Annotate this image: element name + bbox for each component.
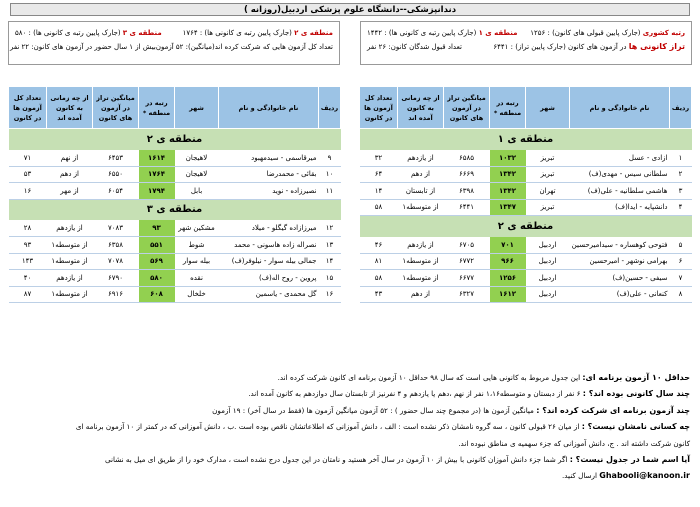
col-name-header: نام خانوادگی و نام [570,87,670,129]
cell-city: تبریز [526,166,570,183]
cell-name: گل محمدی - یاسمین [219,286,319,303]
note-not-listed: آیا اسم شما در جدول نیست؟ : اگر شما جزء دانش آموزان کانونی با بیش از ۱۰ آزمون در سال آخر هستید و نامتان در این جدول درج نشده است ، مدارک خود را از طریق ای میل به نشانی [105,455,690,465]
cell-since: از یازدهم [398,237,444,254]
cell-id: ۴ [670,199,692,216]
cell-rank: ۹۳ [139,220,175,237]
cell-avg: ۶۳۵۸ [93,237,139,254]
table-row [360,253,692,270]
cell-since: از دهم [398,286,444,303]
cell-id: ۱۰ [319,166,341,183]
table-row [360,237,692,254]
cell-name: ازادی - عسل [570,150,670,167]
cell-rank: ۶۰۸ [139,286,175,303]
cell-avg: ۶۷۷۲ [444,253,490,270]
cell-avg: ۷۰۷۸ [93,253,139,270]
table-row [9,166,341,183]
cell-count: ۸۱ [360,253,398,270]
cell-id: ۵ [670,237,692,254]
info-left-line2 [9,40,333,54]
note-min-exams: حداقل ۱۰ آزمون برنامه ای: این جدول مربوط به کانونی هایی است که سال ۹۸ حداقل ۱۰ آزمون برنامه ای کانون شرکت کرده اند. [277,373,690,382]
cell-count: ۴۳ [360,286,398,303]
region3-text: (جارک پایین رتبه ی کانونی ها) : ۵۸۰ [15,29,121,37]
cell-count: ۵۸ [360,199,398,216]
cell-avg: ۶۵۵۰ [93,166,139,183]
info-box-left [8,21,340,65]
cell-id: ۷ [670,270,692,287]
region-header-row [360,216,692,237]
table-row [360,150,692,167]
col-since-header: از چه زمانی به کانون آمده اند [398,87,444,129]
note-years: چند سال کانونی بوده اند؟ : ۶ نفر از دبستان و متوسطه۱،۱۶ نفر از نهم ،دهم یا یازدهم و ۴ نفرنیز از تابستان سال دوازدهم به کانون آمده اند. [248,389,690,399]
cell-name: میرزازاده گیگلو - میلاد [219,220,319,237]
kanoon-score-text: در آزمون های کانون (جارک پایین تراز) : ۶۴۴۱ [493,43,627,51]
cell-rank: ۱۰۳۲ [490,150,526,167]
table-row [360,166,692,183]
col-city-header: شهر [175,87,219,129]
note-exam-count: چند آزمون برنامه ای شرکت کرده اند؟ : میانگین آزمون ها (در مجموع چند سال حضور ) : ۵۲ آزمون میانگین آزمون ها (فقط در سال آخر) : ۱۹ آزمون [212,405,690,415]
contact-email[interactable]: Ghabooli@kanoon.ir [599,471,690,481]
table-row [360,286,692,303]
region2-label: منطقه ی ۲ [294,29,333,37]
col-rank-header: رتبه در منطقه * [490,87,526,129]
cell-rank: ۱۷۹۴ [139,183,175,200]
cell-since: از دهم [398,166,444,183]
cell-avg: ۶۷۰۵ [444,237,490,254]
cell-count: ۲۸ [9,220,47,237]
cell-count: ۹۳ [9,237,47,254]
cell-name: کنعانی - علی(ف) [570,286,670,303]
cell-city: تبریز [526,150,570,167]
info-left-line1 [15,26,333,40]
cell-id: ۹ [319,150,341,167]
cell-rank: ۱۶۱۴ [139,150,175,167]
table-row [9,270,341,287]
cell-since: از مهر [47,183,93,200]
table-row [360,270,692,287]
region-header-row [360,129,692,150]
region1-label: منطقه ی ۱ [478,29,518,37]
cell-city: تهران [526,183,570,200]
col-rank-header: رتبه در منطقه * [139,87,175,129]
cell-rank: ۷۰۱ [490,237,526,254]
rank-table-right [359,86,692,303]
cell-since: از متوسطه۱ [398,253,444,270]
explanation-text [8,370,690,485]
cell-since: از یازدهم [398,150,444,167]
cell-avg: ۶۵۸۵ [444,150,490,167]
region-title: منطقه ی ۲ [360,216,692,237]
national-rank-text: (جارک پایین قبولی های کانون) : ۱۲۵۶ [530,29,641,37]
table-row [360,183,692,200]
cell-since: از متوسطه۱ [47,286,93,303]
region1-text: (جارک پایین رتبه ی کانونی ها) : ۱۴۴۲ [367,29,477,37]
cell-count: ۸۷ [9,286,47,303]
info-right-line2 [367,40,685,54]
col-row-header: ردیف [670,87,692,129]
cell-rank: ۱۳۴۲ [490,166,526,183]
cell-city: شوط [175,237,219,254]
accepted-count-text: تعداد قبول شدگان کانون: ۲۶ نفر [367,43,462,51]
cell-count: ۶۴ [360,166,398,183]
cell-city: اردبیل [526,237,570,254]
cell-city: مشکین شهر [175,220,219,237]
cell-city: اردبیل [526,286,570,303]
cell-city: اردبیل [526,270,570,287]
cell-avg: ۶۳۹۸ [444,183,490,200]
cell-id: ۱۴ [319,253,341,270]
cell-count: ۵۸ [360,270,398,287]
region-header-row [9,129,341,150]
cell-rank: ۵۶۹ [139,253,175,270]
cell-name: دانشپایه - ایدا(ف) [570,199,670,216]
cell-since: از متوسطه۱ [398,199,444,216]
cell-since: از یازدهم [47,270,93,287]
cell-name: نصراله زاده هاسونی - محمد [219,237,319,254]
cell-id: ۱۳ [319,237,341,254]
region2-text: (جارک پایین رتبه ی کانونی ها) : ۱۷۶۴ [182,29,292,37]
col-avg-header: میانگین تراز در آزمون های کانون [444,87,490,129]
table-row [9,150,341,167]
table-row [9,237,341,254]
page-title: دندانپزشکی--دانشگاه علوم پزشکی اردبیل(روزانه ) [10,3,690,16]
kanoon-score-label: تراز کانونی ها [628,42,685,51]
col-count-header: تعداد کل آزمون ها در کانون [9,87,47,129]
region-header-row [9,199,341,220]
table-row [9,220,341,237]
cell-rank: ۱۷۶۴ [139,166,175,183]
cell-since: از متوسطه۱ [47,253,93,270]
cell-id: ۱ [670,150,692,167]
cell-avg: ۶۳۲۷ [444,286,490,303]
cell-since: از تابستان [398,183,444,200]
cell-id: ۱۲ [319,220,341,237]
cell-id: ۱۵ [319,270,341,287]
cell-avg: ۶۴۴۱ [444,199,490,216]
cell-id: ۲ [670,166,692,183]
cell-name: فتوحی کوهساره - سیدامیرحسین [570,237,670,254]
cell-city: تبریز [526,199,570,216]
col-avg-header: میانگین تراز در آزمون های کانون [93,87,139,129]
avg-exams-text: تعداد کل آزمون هایی که شرکت کرده اند(میانگین): ۵۲ آزمون [155,43,333,51]
cell-rank: ۵۵۱ [139,237,175,254]
cell-name: هاشمی سلطانیه - علی(ف) [570,183,670,200]
cell-avg: ۶۹۱۶ [93,286,139,303]
cell-avg: ۶۴۵۳ [93,150,139,167]
table-header-row [9,87,341,129]
cell-rank: ۵۸۰ [139,270,175,287]
region3-label: منطقه ی ۳ [122,29,162,37]
national-rank-label: رتبه کشوری [642,29,685,37]
col-count-header: تعداد کل آزمون ها در کانون [360,87,398,129]
cell-city: لاهیجان [175,166,219,183]
cell-avg: ۶۶۶۹ [444,166,490,183]
region-title: منطقه ی ۲ [9,129,341,150]
cell-name: نصیرزاده - نوید [219,183,319,200]
cell-count: ۱۶ [9,183,47,200]
note-contact: Ghabooli@kanoon.ir ارسال کنید. [562,471,690,481]
cell-city: بیله سوار [175,253,219,270]
cell-city: خلخال [175,286,219,303]
over-one-year-text: بیش از ۱ سال حضور در آزمون های کانون: ۲۲ نفر [9,43,156,51]
cell-rank: ۹۶۶ [490,253,526,270]
cell-name: بقائی - محمدرضا [219,166,319,183]
cell-name: جمالی بیله سوار - نیلوفر(ف) [219,253,319,270]
cell-name: پروین - روح اله(ف) [219,270,319,287]
note-missing-cont: کانون شرکت داشته اند . ج، دانش آموزانی که جزء سهمیه ی مناطق نبوده اند. [458,438,690,448]
rank-table-left [8,86,341,303]
col-name-header: نام خانوادگی و نام [219,87,319,129]
cell-city: اردبیل [526,253,570,270]
cell-rank: ۱۲۵۶ [490,270,526,287]
note-missing: چه کسانی نامشان نیست؟ : از میان ۲۶ قبولی کانون ، سه گروه نامشان ذکر نشده است : الف ، دانش آموزانی که اطلاعاتشان ناقص بوده است .ب ، دانش آموزانی که در کمتر از ۱۰ آزمون برنامه ای [75,422,690,432]
cell-since: از متوسطه۱ [47,237,93,254]
table-row [360,199,692,216]
cell-id: ۱۶ [319,286,341,303]
cell-count: ۴۰ [9,270,47,287]
region-title: منطقه ی ۱ [360,129,692,150]
cell-count: ۳۲ [360,150,398,167]
cell-id: ۶ [670,253,692,270]
cell-city: بابل [175,183,219,200]
cell-count: ۵۳ [9,166,47,183]
cell-count: ۱۴۳ [9,253,47,270]
cell-city: لاهیجان [175,150,219,167]
cell-since: از نهم [47,150,93,167]
cell-rank: ۱۳۴۲ [490,183,526,200]
cell-name: میرقاسمی - سیدمهبود [219,150,319,167]
cell-count: ۷۱ [9,150,47,167]
cell-avg: ۶۶۷۷ [444,270,490,287]
cell-count: ۴۶ [360,237,398,254]
cell-id: ۳ [670,183,692,200]
cell-rank: ۱۳۴۷ [490,199,526,216]
cell-id: ۸ [670,286,692,303]
cell-avg: ۷۰۸۳ [93,220,139,237]
cell-rank: ۱۶۱۲ [490,286,526,303]
cell-id: ۱۱ [319,183,341,200]
cell-name: سیفی - حسین(ف) [570,270,670,287]
table-row [9,253,341,270]
cell-since: از یازدهم [47,220,93,237]
col-since-header: از چه زمانی به کانون آمده اند [47,87,93,129]
cell-avg: ۶۰۵۴ [93,183,139,200]
info-box-right [360,21,692,65]
cell-name: سلطانی سیس - مهدی(ف) [570,166,670,183]
cell-avg: ۶۷۹۰ [93,270,139,287]
table-row [9,183,341,200]
region-title: منطقه ی ۳ [9,199,341,220]
cell-city: نقده [175,270,219,287]
cell-since: از دهم [47,166,93,183]
table-header-row [360,87,692,129]
cell-name: بهرامی نوشهر - امیرحسین [570,253,670,270]
cell-since: از متوسطه۱ [398,270,444,287]
col-city-header: شهر [526,87,570,129]
cell-count: ۱۴ [360,183,398,200]
table-row [9,286,341,303]
col-row-header: ردیف [319,87,341,129]
info-right-line1 [367,26,685,40]
